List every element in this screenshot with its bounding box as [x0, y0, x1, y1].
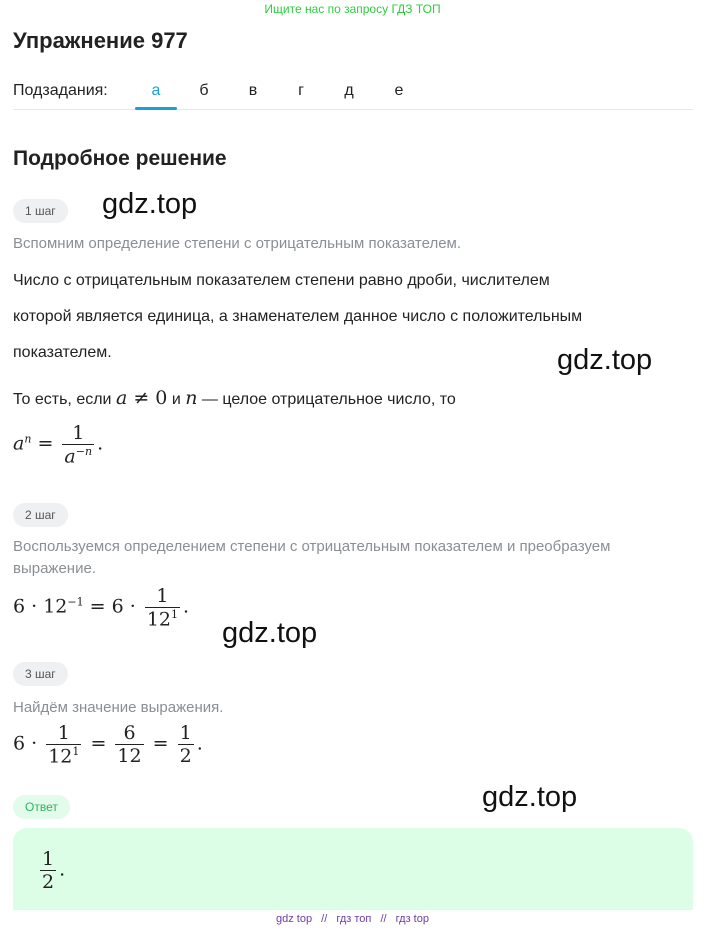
watermark-1: gdz.top	[102, 188, 198, 220]
footer-link-2[interactable]: гдз топ	[336, 913, 372, 925]
tab-v[interactable]: в	[248, 82, 258, 99]
answer-badge: Ответ	[13, 795, 70, 819]
footer-separator: //	[321, 913, 328, 925]
footer-separator: //	[380, 913, 387, 925]
active-tab-indicator	[135, 107, 177, 110]
subtasks-bar	[13, 78, 693, 110]
condition-prefix: То есть, если	[13, 391, 112, 408]
condition-suffix: — целое отрицательное число, то	[201, 391, 456, 408]
step-1-line-1: Число с отрицательным показателем степени равно дроби, числителем	[13, 272, 550, 289]
tab-g[interactable]: г	[298, 82, 304, 99]
step-1-hint: Вспомним определение степени с отрицательным показателем.	[13, 235, 462, 252]
footer-links	[0, 913, 705, 925]
footer-link-3[interactable]: гдз top	[395, 913, 429, 925]
formula-step-3: 6 · $\frac{1}{12^1}$ = $\frac{6}{12}$ = $\frac{1}{2}$ .	[13, 722, 203, 768]
answer-value: $\frac{1}{2}$ .	[42, 848, 66, 893]
tab-e[interactable]: е	[394, 82, 404, 99]
step-3-hint: Найдём значение выражения.	[13, 699, 224, 716]
formula-definition: $a^n$ = $\frac{1}{a^{-n}}$ .	[13, 422, 104, 468]
step-1-condition: То есть, если a ≠ 0 и n — целое отрицательное число, то	[13, 387, 456, 409]
watermark-2: gdz.top	[557, 344, 653, 376]
page-title: Упражнение 977	[13, 28, 188, 53]
step-2-hint-line-1: Воспользуемся определением степени с отрицательным показателем и преобразуем	[13, 538, 611, 555]
watermark-4: gdz.top	[482, 781, 578, 813]
top-promo-text: Ищите нас по запросу ГДЗ ТОП	[264, 2, 441, 16]
math-n: n	[185, 387, 198, 409]
step-2-hint-line-2: выражение.	[13, 560, 96, 577]
tab-d[interactable]: д	[344, 82, 354, 99]
tab-a[interactable]: а	[151, 82, 161, 99]
condition-and: и	[171, 391, 181, 408]
footer-link-1[interactable]: gdz top	[276, 913, 313, 925]
step-1-line-2: которой является единица, а знаменателем данное число с положительным	[13, 308, 583, 325]
tab-b[interactable]: б	[199, 82, 209, 99]
step-2-badge: 2 шаг	[13, 503, 68, 527]
step-3-badge: 3 шаг	[13, 662, 68, 686]
step-1-line-3: показателем.	[13, 344, 112, 361]
formula-step-2: $6 \cdot 12^{-1} = 6$ · $\frac{1}{12^1}$ .	[13, 585, 190, 631]
subtasks-label: Подзадания:	[13, 82, 108, 99]
watermark-3: gdz.top	[222, 617, 318, 649]
step-1-badge: 1 шаг	[13, 199, 68, 223]
section-title: Подробное решение	[13, 147, 227, 170]
math-a-neq-0: a	[115, 387, 128, 409]
answer-box	[13, 828, 693, 910]
